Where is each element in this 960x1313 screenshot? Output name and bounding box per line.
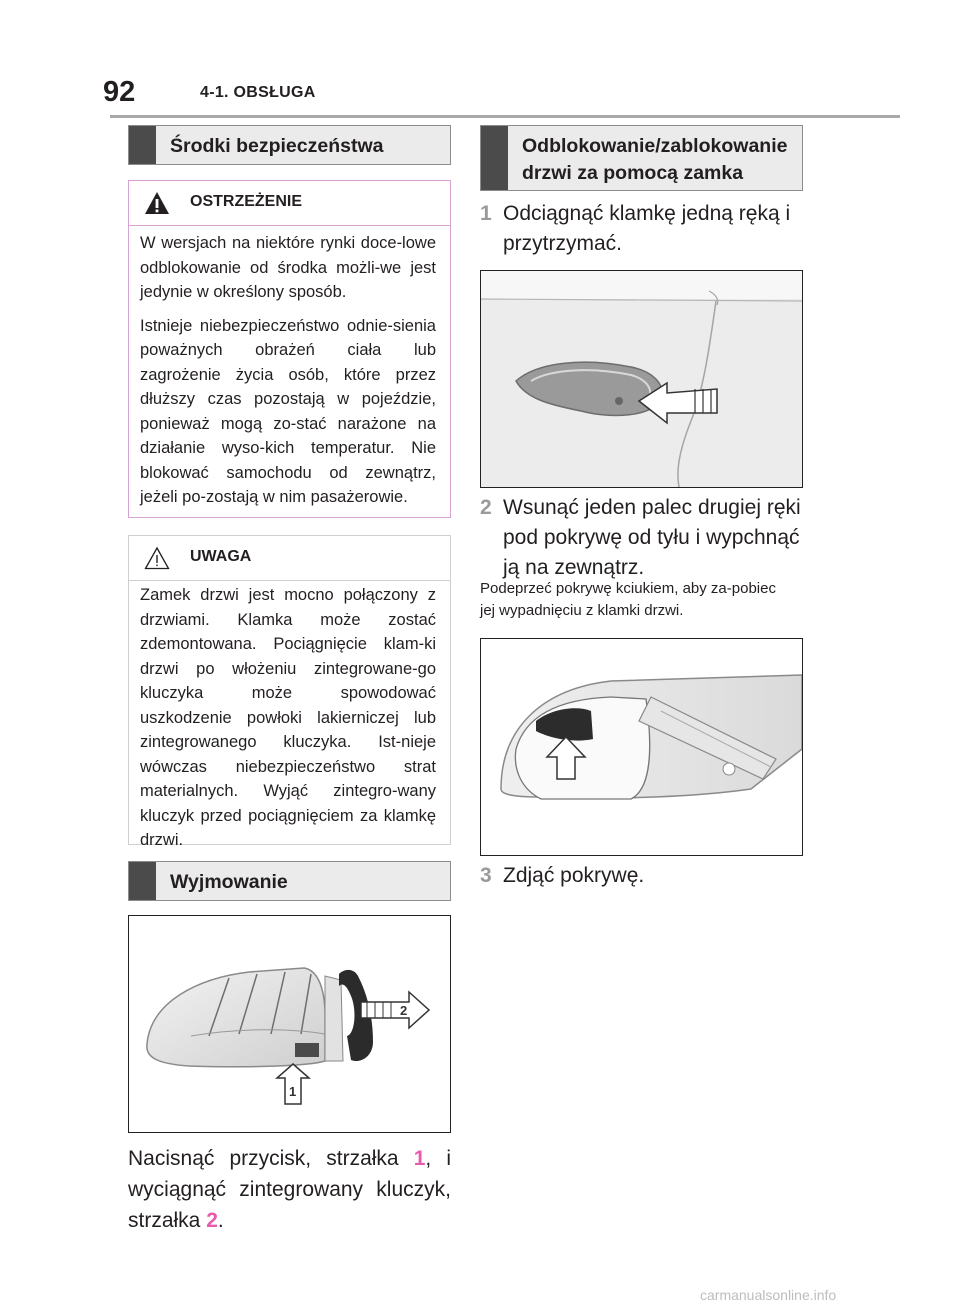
- section-title-unlock-line2: drzwi za pomocą zamka: [522, 162, 744, 184]
- step-number: 1: [480, 202, 492, 225]
- section-header-bar: [481, 126, 508, 190]
- step-number: 2: [480, 496, 492, 519]
- step-number: 3: [480, 864, 492, 887]
- footer-watermark: carmanualsonline.info: [700, 1287, 837, 1303]
- caution-triangle-icon: [144, 546, 170, 570]
- section-title-unlock-line1: Odblokowanie/zablokowanie: [522, 135, 788, 157]
- warning-box: [128, 180, 451, 518]
- door-handle-illustration: [481, 271, 802, 487]
- warning-body: [140, 231, 436, 519]
- key-fob-illustration: [129, 916, 450, 1132]
- step-text: Odciągnąć klamkę jedną ręką i przytrzymać.: [503, 202, 791, 255]
- header-rule: [110, 115, 900, 118]
- arrow-1-icon: [277, 1064, 309, 1104]
- notice-body: [140, 583, 436, 862]
- handle-cover-illustration: [481, 639, 802, 855]
- warning-box-header: [129, 181, 450, 226]
- chapter-title: 4-1. OBSŁUGA: [200, 84, 316, 101]
- notice-paragraph: Zamek drzwi jest mocno połączony z drzwiami. Klamka może zostać zdemontowana. Pociągnięcie klam-ki drzwi po włożeniu zintegrowane-go kluczyka może spowodować uszkodzenie powłoki lakierniczej lub zintegrowanego kluczyka. Ist-nieje wówczas niebezpieczeństwo strat materialnych. Wyjąć zintegro-wany kluczyk przed pociągnięciem za klamkę drzwi.: [140, 586, 436, 849]
- step-3: [480, 861, 810, 893]
- step-2: [480, 493, 810, 585]
- arrow-2-label: 2: [400, 1003, 408, 1018]
- step-text: Zdjąć pokrywę.: [503, 864, 645, 887]
- section-header-bar: [129, 862, 156, 900]
- instruction-part-3: .: [217, 1209, 224, 1232]
- warning-paragraph-1: W wersjach na niektóre rynki doce-lowe odblokowanie od środka możli-we jest jedynie w określony sposób.: [140, 234, 436, 301]
- warning-paragraph-2: Istnieje niebezpieczeństwo odnie-sienia poważnych obrażeń ciała lub zagrożenie życia osób, które przez dłuższy czas pozostają w pojeździe, ponieważ mogą zo-stać narażone na działanie wyso-kich temperatur. Nie blokować samochodu od zewnątrz, jeżeli po-zostają w nim pasażerowie.: [140, 316, 436, 506]
- section-header-bar: [129, 126, 156, 164]
- removal-instruction: [128, 1143, 451, 1236]
- step-1: [480, 199, 810, 261]
- instruction-part-1: Nacisnąć przycisk, strzałka: [128, 1147, 399, 1170]
- section-title-safety: Środki bezpieczeństwa: [170, 135, 384, 157]
- notice-title: UWAGA: [190, 548, 252, 565]
- warning-title: OSTRZEŻENIE: [190, 193, 303, 210]
- instruction-part-2: , i wyciągnąć zintegrowany kluczyk, strzałka: [128, 1147, 451, 1232]
- section-header-safety: [128, 125, 451, 165]
- section-title-removal: Wyjmowanie: [170, 871, 288, 893]
- figure-handle-cover: [480, 638, 803, 856]
- notice-box: [128, 535, 451, 849]
- step-2-note: Podeprzeć pokrywę kciukiem, aby za-pobiec jej wypadnięciu z klamki drzwi.: [480, 580, 776, 619]
- section-header-unlock: [480, 125, 803, 191]
- figure-key-removal: [128, 915, 451, 1133]
- arrow-1-label: 1: [289, 1084, 297, 1099]
- notice-box-header: [129, 536, 450, 581]
- figure-door-handle: [480, 270, 803, 488]
- arrow-ref-2: 2: [206, 1209, 218, 1232]
- arrow-ref-1: 1: [413, 1147, 426, 1170]
- step-text: Wsunąć jeden palec drugiej ręki pod pokrywę od tyłu i wypchnąć ją na zewnątrz.: [503, 496, 801, 579]
- warning-triangle-icon: [144, 191, 170, 215]
- page-number: 92: [103, 76, 136, 108]
- section-header-removal: [128, 861, 451, 901]
